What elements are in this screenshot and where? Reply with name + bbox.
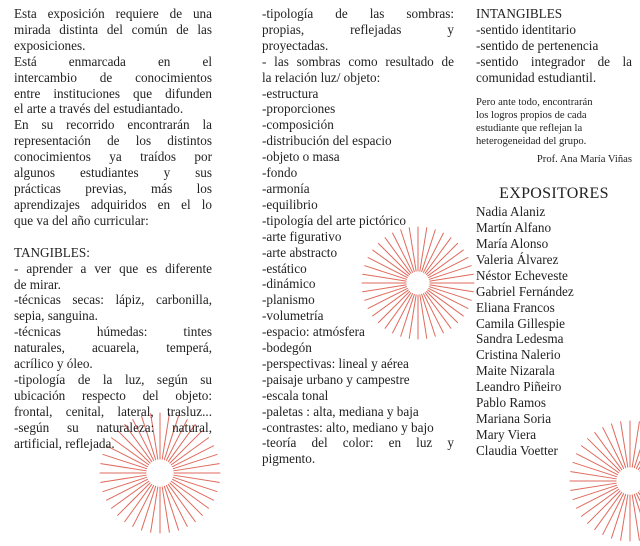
sunburst-ray — [170, 483, 203, 516]
tangibles-section — [14, 245, 212, 452]
sunburst-ray — [118, 483, 151, 516]
note-line: Pero ante todo, encontrarán — [476, 96, 632, 109]
contents-line: -tipología del arte pictórico — [262, 213, 454, 229]
contents-line: -paletas : alta, mediana y baja — [262, 404, 454, 420]
contents-line: -estructura — [262, 86, 454, 102]
contents-line: -contrastes: alto, mediano y bajo — [262, 420, 454, 436]
intro-line: conocimientos ya traídos por — [14, 149, 212, 165]
expositor-name: María Alonso — [476, 236, 632, 252]
sunburst-ray — [103, 454, 147, 468]
contents-line: -proporciones — [262, 101, 454, 117]
expositor-name: Mary Viera — [476, 427, 632, 443]
sunburst-ray — [632, 422, 639, 467]
contents-line: -equilibrio — [262, 197, 454, 213]
contents-line: -planismo — [262, 292, 454, 308]
intro-line: mirada distinta del común de las — [14, 22, 212, 38]
expositor-name: Martín Alfano — [476, 220, 632, 236]
contents-line: -arte abstracto — [262, 245, 454, 261]
note-line: heterogeneidad del grupo. — [476, 135, 632, 148]
intro-line: Está enmarcada en el — [14, 54, 212, 70]
intro-paragraph — [14, 6, 212, 229]
sunburst-ray — [571, 483, 616, 490]
sunburst-ray — [573, 485, 617, 499]
signature: Prof. Ana María Viñas — [476, 152, 632, 168]
contents-line: -paisaje urbano y campestre — [262, 372, 454, 388]
expositor-name: Néstor Echeveste — [476, 268, 632, 284]
contents-line: -arte figurativo — [262, 229, 454, 245]
contents-line: -teoría del color: en luz y — [262, 435, 454, 451]
sunburst-ray — [103, 477, 147, 491]
contents-line: -estático — [262, 261, 454, 277]
intangibles-line: -sentido integrador de la — [476, 54, 632, 70]
intro-line: el arte a través del estudiantado. — [14, 101, 212, 117]
expositor-name: Leandro Piñeiro — [476, 379, 632, 395]
expositor-name: Pablo Ramos — [476, 395, 632, 411]
contents-line: proyectadas. — [262, 38, 454, 54]
intangibles-line: comunidad estudiantil. — [476, 70, 632, 86]
contents-line: -espacio: atmósfera — [262, 324, 454, 340]
tangibles-line: de mirar. — [14, 277, 212, 293]
intro-line: aprendizajes adquiridos en el lo — [14, 197, 212, 213]
contents-line: - las sombras como resultado de — [262, 54, 454, 70]
sunburst-ray — [173, 477, 217, 491]
contents-line: -armonía — [262, 181, 454, 197]
tangibles-line: -según su naturaleza: natural, — [14, 420, 212, 436]
sunburst-ray — [632, 495, 639, 540]
closing-note — [476, 96, 632, 149]
expositor-name: Gabriel Fernández — [476, 284, 632, 300]
sunburst-ray — [164, 486, 178, 530]
contents-line: -composición — [262, 117, 454, 133]
intro-line: representación de los distintos — [14, 133, 212, 149]
note-line: estudiante que reflejan la — [476, 122, 632, 135]
sunburst-ray — [636, 428, 640, 469]
contents-line: -bodegón — [262, 340, 454, 356]
expositores-list — [476, 204, 632, 459]
expositor-name: Mariana Soria — [476, 411, 632, 427]
sunburst-ray — [101, 464, 146, 471]
intro-line: intercambio de conocimientos — [14, 70, 212, 86]
contents-line: la relación luz/ objeto: — [262, 70, 454, 86]
contents-line: propias, reflejadas y — [262, 22, 454, 38]
column-expositores — [476, 6, 632, 459]
sunburst-ray — [174, 475, 219, 482]
intro-line: En su recorrido encontrarán la — [14, 117, 212, 133]
intro-line: entre instituciones que difunden — [14, 86, 212, 102]
column-contents — [262, 6, 454, 467]
tangibles-line: -técnicas secas: lápiz, carbonilla, — [14, 292, 212, 308]
contents-line: -objeto o masa — [262, 149, 454, 165]
contents-line: pigmento. — [262, 451, 454, 467]
expositor-name: Claudia Voetter — [476, 443, 632, 459]
tangibles-line: acrílico y óleo. — [14, 356, 212, 372]
intangibles-section — [476, 6, 632, 86]
sunburst-ray — [588, 491, 621, 524]
contents-line: -dinámico — [262, 276, 454, 292]
expositor-name: Nadia Alaniz — [476, 204, 632, 220]
sunburst-ray — [621, 495, 628, 540]
contents-line: -perspectivas: lineal y aérea — [262, 356, 454, 372]
contents-line: -volumetría — [262, 308, 454, 324]
expositores-title: EXPOSITORES — [476, 186, 632, 202]
tangibles-line: ubicación respecto del objeto: — [14, 388, 212, 404]
intangibles-line: -sentido identitario — [476, 22, 632, 38]
contents-line: -fondo — [262, 165, 454, 181]
contents-line: -distribución del espacio — [262, 133, 454, 149]
intro-line: prácticas previas, más los — [14, 181, 212, 197]
expositor-name: Valeria Álvarez — [476, 252, 632, 268]
tangibles-line: frontal, cenital, lateral, trasluz... — [14, 404, 212, 420]
column-intro — [14, 6, 212, 451]
tangibles-line: -técnicas húmedas: tintes — [14, 324, 212, 340]
intro-line: Esta exposición requiere de una — [14, 6, 212, 22]
tangibles-line: artificial, reflejada. — [14, 436, 212, 452]
tangibles-line: - aprender a ver que es diferente — [14, 261, 212, 277]
note-line: los logros propios de cada — [476, 109, 632, 122]
expositor-name: Maite Nizarala — [476, 363, 632, 379]
sunburst-ray — [611, 494, 625, 538]
expositor-name: Eliana Francos — [476, 300, 632, 316]
sunburst-ray — [173, 454, 217, 468]
intangibles-line: -sentido de pertenencia — [476, 38, 632, 54]
intro-line: exposiciones. — [14, 38, 212, 54]
tangibles-line: naturales, acuarela, temperá, — [14, 340, 212, 356]
contents-line: -escala tonal — [262, 388, 454, 404]
intro-line: que va del año curricular: — [14, 213, 212, 229]
sunburst-ray — [636, 493, 640, 534]
tangibles-heading: TANGIBLES: — [14, 245, 212, 261]
tangibles-line: -tipología de la luz, según su — [14, 372, 212, 388]
intro-line: algunos estudiantes y sus — [14, 165, 212, 181]
expositor-name: Camila Gillespie — [476, 316, 632, 332]
sunburst-ray — [573, 462, 617, 476]
sunburst-ray — [141, 486, 155, 530]
expositor-name: Sandra Ledesma — [476, 331, 632, 347]
sunburst-ray — [174, 464, 219, 471]
sunburst-ray — [101, 475, 146, 482]
expositor-name: Cristina Nalerio — [476, 347, 632, 363]
sunburst-ray — [571, 472, 616, 479]
contents-line: -tipología de las sombras: — [262, 6, 454, 22]
tangibles-line: sepia, sanguina. — [14, 308, 212, 324]
intangibles-heading: INTANGIBLES — [476, 6, 632, 22]
